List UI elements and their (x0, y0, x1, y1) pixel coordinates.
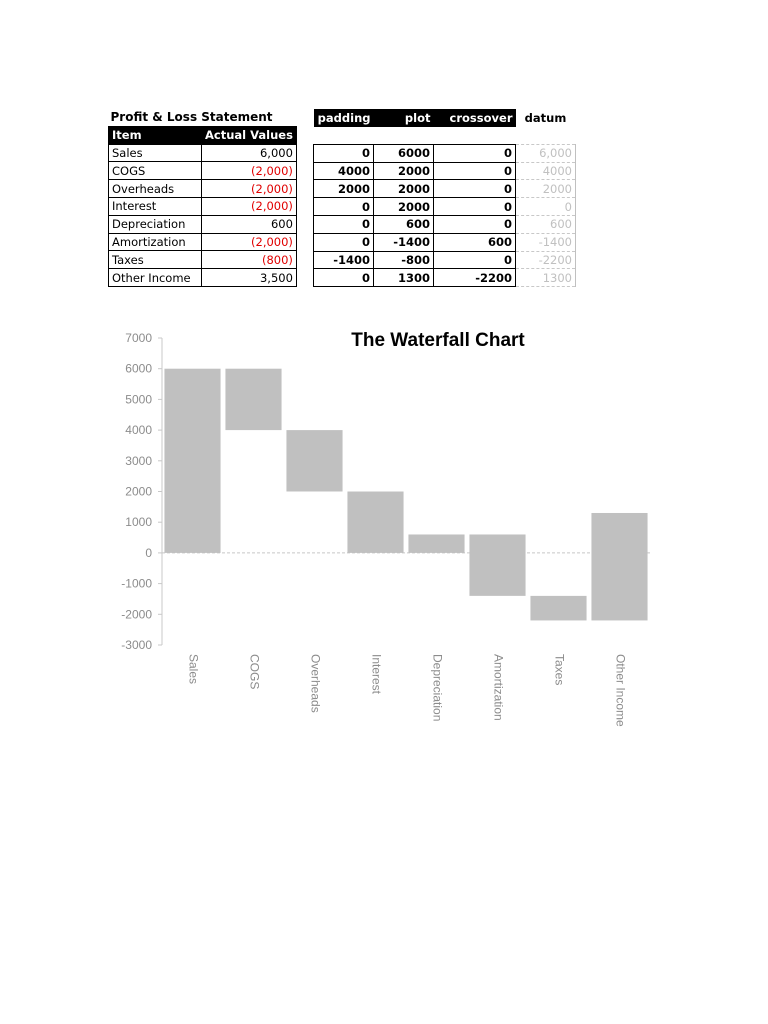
y-tick-label: 7000 (125, 331, 152, 345)
x-tick-label: COGS (247, 654, 262, 690)
calc-header-plot: plot (374, 109, 434, 127)
pl-header-actual-values: Actual Values (202, 126, 297, 144)
calc-datum-cell: 4000 (516, 162, 576, 180)
pl-item-cell: Sales (109, 144, 202, 162)
bar-depreciation (408, 534, 464, 552)
pl-value-cell: 600 (202, 215, 297, 233)
calc-padding-cell: 2000 (314, 180, 374, 198)
bar-cogs (225, 369, 281, 430)
calc-crossover-cell: 600 (434, 233, 516, 251)
pl-value-cell: 3,500 (202, 269, 297, 287)
bar-other-income (591, 513, 647, 620)
calc-padding-cell: 0 (314, 269, 374, 287)
x-tick-label: Amortization (491, 654, 506, 721)
y-tick-label: 3000 (125, 453, 152, 468)
calc-padding-cell: 0 (314, 215, 374, 233)
x-axis (186, 654, 627, 727)
pl-item-cell: Amortization (109, 233, 202, 251)
pl-item-cell: Depreciation (109, 215, 202, 233)
bar-overheads (286, 430, 342, 491)
calc-plot-cell: -800 (374, 251, 434, 269)
calc-plot-cell: 2000 (374, 198, 434, 216)
calc-padding-cell: 0 (314, 198, 374, 216)
pl-header-item: Item (109, 126, 202, 144)
x-tick-label: Interest (369, 654, 384, 695)
calc-crossover-cell: 0 (434, 180, 516, 198)
y-tick-label: 5000 (125, 392, 152, 407)
calc-padding-cell: 0 (314, 144, 374, 162)
calc-datum-cell: 0 (516, 198, 576, 216)
y-tick-label: 1000 (125, 515, 152, 530)
calc-header-crossover: crossover (434, 109, 516, 127)
calc-plot-cell: 2000 (374, 180, 434, 198)
calc-header-padding: padding (314, 109, 374, 127)
calc-plot-cell: 6000 (374, 144, 434, 162)
calc-datum-cell: 1300 (516, 269, 576, 287)
bars (164, 369, 647, 621)
calc-crossover-cell: 0 (434, 144, 516, 162)
pl-item-cell: COGS (109, 162, 202, 180)
y-tick-label: -3000 (121, 638, 152, 652)
chart-title: The Waterfall Chart (351, 330, 525, 351)
y-tick-label: 4000 (125, 423, 152, 438)
x-tick-label: Other Income (613, 654, 628, 727)
calc-crossover-cell: 0 (434, 251, 516, 269)
pl-item-cell: Overheads (109, 180, 202, 198)
pl-value-cell: (800) (202, 251, 297, 269)
bar-taxes (530, 596, 586, 621)
calc-plot-cell: -1400 (374, 233, 434, 251)
y-tick-label: 6000 (125, 361, 152, 376)
calc-datum-cell: 600 (516, 215, 576, 233)
calc-datum-cell: 2000 (516, 180, 576, 198)
bar-sales (164, 369, 220, 553)
calc-padding-cell: 0 (314, 233, 374, 251)
calc-plot-cell: 600 (374, 215, 434, 233)
pl-value-cell: (2,000) (202, 197, 297, 215)
calc-crossover-cell: 0 (434, 215, 516, 233)
calc-datum-cell: -2200 (516, 251, 576, 269)
pl-value-cell: 6,000 (202, 144, 297, 162)
calc-padding-cell: -1400 (314, 251, 374, 269)
bar-amortization (469, 534, 525, 595)
calc-plot-cell: 1300 (374, 269, 434, 287)
pl-value-cell: (2,000) (202, 162, 297, 180)
pl-item-cell: Other Income (109, 269, 202, 287)
calc-crossover-cell: -2200 (434, 269, 516, 287)
pl-value-cell: (2,000) (202, 180, 297, 198)
pl-item-cell: Taxes (109, 251, 202, 269)
pl-table-title: Profit & Loss Statement (110, 110, 273, 125)
y-tick-label: 0 (145, 545, 152, 560)
y-tick-label: -1000 (121, 576, 152, 591)
bar-interest (347, 492, 403, 553)
calc-datum-cell: 6,000 (516, 144, 576, 162)
x-tick-label: Overheads (308, 654, 323, 713)
x-tick-label: Depreciation (430, 654, 445, 722)
y-tick-label: -2000 (121, 607, 152, 622)
pl-value-cell: (2,000) (202, 233, 297, 251)
x-tick-label: Taxes (552, 654, 567, 686)
calc-crossover-cell: 0 (434, 198, 516, 216)
y-tick-label: 2000 (125, 484, 152, 499)
calc-datum-cell: -1400 (516, 233, 576, 251)
calc-padding-cell: 4000 (314, 162, 374, 180)
calc-header-datum: datum (516, 109, 576, 127)
calc-crossover-cell: 0 (434, 162, 516, 180)
x-tick-label: Sales (186, 654, 201, 685)
calc-plot-cell: 2000 (374, 162, 434, 180)
pl-item-cell: Interest (109, 197, 202, 215)
